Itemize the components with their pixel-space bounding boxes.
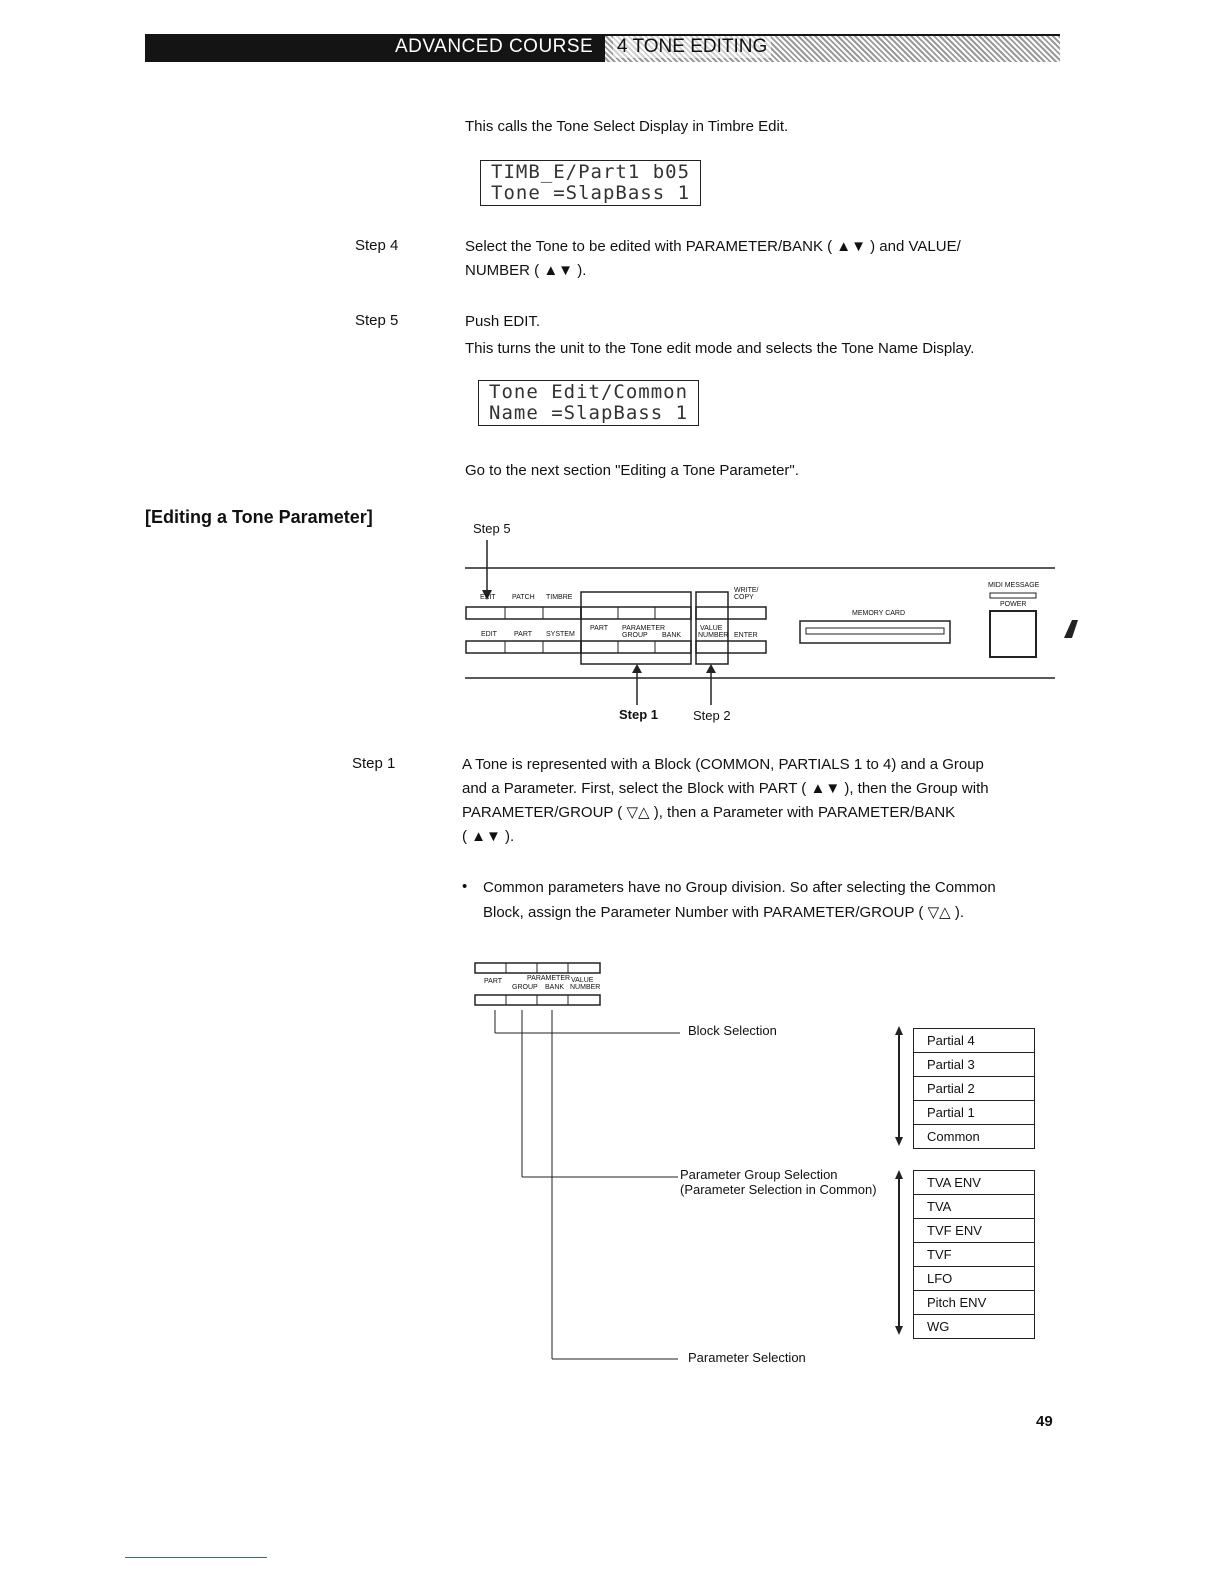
range-arrows bbox=[890, 1025, 910, 1345]
btn-copy: COPY bbox=[734, 594, 754, 601]
group-selection-label-2: (Parameter Selection in Common) bbox=[680, 1182, 877, 1197]
btn-part2: PART bbox=[590, 625, 609, 632]
step4-label: Step 4 bbox=[355, 237, 399, 254]
btn-exit: EXIT bbox=[480, 594, 496, 601]
btn-enter: ENTER bbox=[734, 632, 758, 639]
btn-system: SYSTEM bbox=[546, 631, 575, 638]
block-item: Partial 1 bbox=[914, 1101, 1034, 1125]
step4-text-line2: NUMBER ( ▲▼ ). bbox=[465, 262, 587, 279]
step5-label: Step 5 bbox=[355, 312, 399, 329]
group-selection-label-1: Parameter Group Selection bbox=[680, 1167, 838, 1182]
btn-group: GROUP bbox=[622, 632, 648, 639]
btn-number: NUMBER bbox=[698, 632, 729, 639]
group-item: TVA bbox=[914, 1195, 1034, 1219]
lcd2-line2: Name =SlapBass 1 bbox=[489, 402, 689, 424]
step1-line1: A Tone is represented with a Block (COMMON, PARTIALS 1 to 4) and a Group bbox=[462, 756, 984, 773]
step1-line4: ( ▲▼ ). bbox=[462, 828, 515, 845]
mini-parameter: PARAMETER bbox=[527, 975, 571, 982]
power-label: POWER bbox=[1000, 601, 1027, 608]
step4-text-line1: Select the Tone to be edited with PARAMETER/BANK ( ▲▼ ) and VALUE/ bbox=[465, 238, 961, 255]
block-selection-label: Block Selection bbox=[688, 1023, 777, 1038]
note-line2: Block, assign the Parameter Number with PARAMETER/GROUP ( ▽△ ). bbox=[483, 904, 964, 921]
btn-bank: BANK bbox=[662, 632, 682, 639]
mini-value: VALUE bbox=[571, 977, 594, 984]
group-item: LFO bbox=[914, 1267, 1034, 1291]
group-item: WG bbox=[927, 1319, 950, 1334]
mini-group: GROUP bbox=[512, 984, 538, 991]
selection-diagram bbox=[470, 955, 930, 1375]
block-item: Partial 2 bbox=[914, 1077, 1034, 1101]
intro-text: This calls the Tone Select Display in Timbre Edit. bbox=[465, 118, 789, 135]
section-heading: [Editing a Tone Parameter] bbox=[145, 507, 373, 527]
header-section-label: 4 TONE EDITING bbox=[613, 36, 771, 58]
btn-timbre: TIMBRE bbox=[546, 594, 573, 601]
group-item: TVF ENV bbox=[914, 1219, 1034, 1243]
note-line1: Common parameters have no Group division. So after selecting the Common bbox=[483, 879, 996, 896]
footnote-rule bbox=[125, 1557, 267, 1558]
panel-step1-label: Step 1 bbox=[619, 707, 659, 722]
mini-number: NUMBER bbox=[570, 984, 601, 991]
btn-write: WRITE/ bbox=[734, 587, 759, 594]
lcd-display-2 bbox=[478, 380, 699, 426]
step1-label: Step 1 bbox=[352, 755, 396, 772]
lcd1-line2: Tone =SlapBass 1 bbox=[491, 182, 691, 204]
step1-line3: PARAMETER/GROUP ( ▽△ ), then a Parameter with PARAMETER/BANK bbox=[462, 804, 956, 821]
block-item: Common bbox=[927, 1129, 980, 1144]
step5-text-line2: This turns the unit to the Tone edit mode and selects the Tone Name Display. bbox=[465, 340, 975, 357]
btn-part: PART bbox=[514, 631, 533, 638]
lcd2-line1: Tone Edit/Common bbox=[489, 381, 689, 403]
step5-text-line1: Push EDIT. bbox=[465, 313, 541, 330]
parameter-selection-label: Parameter Selection bbox=[688, 1350, 806, 1365]
btn-parameter: PARAMETER bbox=[622, 625, 666, 632]
panel-step2-label: Step 2 bbox=[693, 708, 731, 723]
page-number: 49 bbox=[1036, 1413, 1053, 1430]
lcd-display-1 bbox=[480, 160, 701, 206]
btn-patch: PATCH bbox=[512, 594, 535, 601]
memory-card-label: MEMORY CARD bbox=[852, 610, 906, 617]
block-item: Partial 4 bbox=[914, 1029, 1034, 1053]
header-title: ADVANCED COURSE bbox=[395, 36, 594, 57]
group-list bbox=[913, 1170, 1035, 1339]
block-item: Partial 3 bbox=[914, 1053, 1034, 1077]
group-item: Pitch ENV bbox=[914, 1291, 1034, 1315]
step1-line2: and a Parameter. First, select the Block with PART ( ▲▼ ), then the Group with bbox=[462, 780, 989, 797]
panel-step5-label: Step 5 bbox=[473, 521, 511, 536]
group-item: TVA ENV bbox=[914, 1171, 1034, 1195]
btn-edit: EDIT bbox=[481, 631, 497, 638]
group-item: TVF bbox=[914, 1243, 1034, 1267]
mini-part: PART bbox=[484, 978, 503, 985]
block-list bbox=[913, 1028, 1035, 1149]
mini-bank: BANK bbox=[545, 984, 565, 991]
midi-message-label: MIDI MESSAGE bbox=[988, 582, 1040, 589]
btn-value: VALUE bbox=[700, 625, 723, 632]
goto-text: Go to the next section "Editing a Tone Parameter". bbox=[465, 462, 799, 479]
header-section bbox=[605, 36, 1060, 62]
note-bullet: • bbox=[462, 878, 468, 895]
lcd1-line1: TIMB_E/Part1 b05 bbox=[491, 161, 691, 183]
